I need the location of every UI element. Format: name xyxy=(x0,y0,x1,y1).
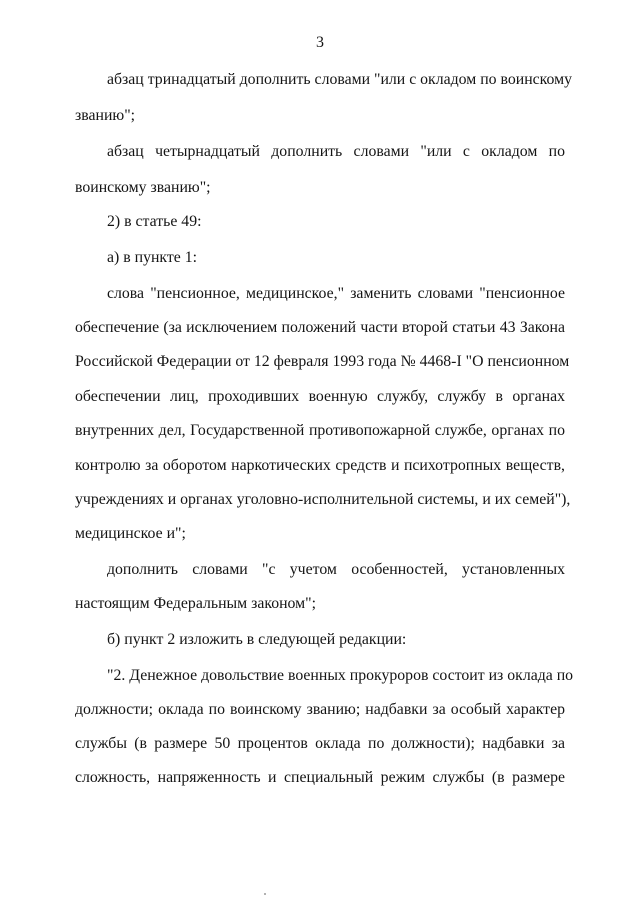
paragraph-line: б) пункт 2 изложить в следующей редакции: xyxy=(107,631,407,648)
paragraph-line: службы (в размере 50 процентов оклада по должности); надбавки за xyxy=(75,735,565,752)
paragraph-line: абзац четырнадцатый дополнить словами "или с окладом по xyxy=(107,143,565,160)
paragraph-line: воинскому званию"; xyxy=(75,179,211,196)
paragraph-line: Российской Федерации от 12 февраля 1993 года № 4468-I "О пенсионном xyxy=(75,353,570,370)
paragraph-line: званию"; xyxy=(75,107,136,124)
paragraph-line: абзац тринадцатый дополнить словами "или с окладом по воинскому xyxy=(107,71,573,88)
paragraph-line: контролю за оборотом наркотических средств и психотропных веществ, xyxy=(75,457,565,474)
paragraph-line: сложность, напряженность и специальный режим службы (в размере xyxy=(75,769,565,786)
scan-artifact xyxy=(264,893,266,895)
page-number: 3 xyxy=(316,34,324,51)
paragraph-line: слова "пенсионное, медицинское," заменить словами "пенсионное xyxy=(107,285,565,302)
paragraph-line: внутренних дел, Государственной противопожарной службе, органах по xyxy=(75,422,565,439)
paragraph-line: обеспечении лиц, проходивших военную службу, службу в органах xyxy=(75,388,565,405)
paragraph-line: должности; оклада по воинскому званию; надбавки за особый характер xyxy=(75,701,565,718)
paragraph-line: дополнить словами "с учетом особенностей, установленных xyxy=(107,561,565,578)
paragraph-line: учреждениях и органах уголовно-исполнительной системы, и их семей"), xyxy=(75,491,571,508)
paragraph-line: 2) в статье 49: xyxy=(107,213,202,230)
paragraph-line: а) в пункте 1: xyxy=(107,249,198,266)
paragraph-line: "2. Денежное довольствие военных прокуроров состоит из оклада по xyxy=(107,667,574,684)
paragraph-line: настоящим Федеральным законом"; xyxy=(75,595,316,612)
paragraph-line: медицинское и"; xyxy=(75,525,186,542)
paragraph-line: обеспечение (за исключением положений части второй статьи 43 Закона xyxy=(75,319,565,336)
